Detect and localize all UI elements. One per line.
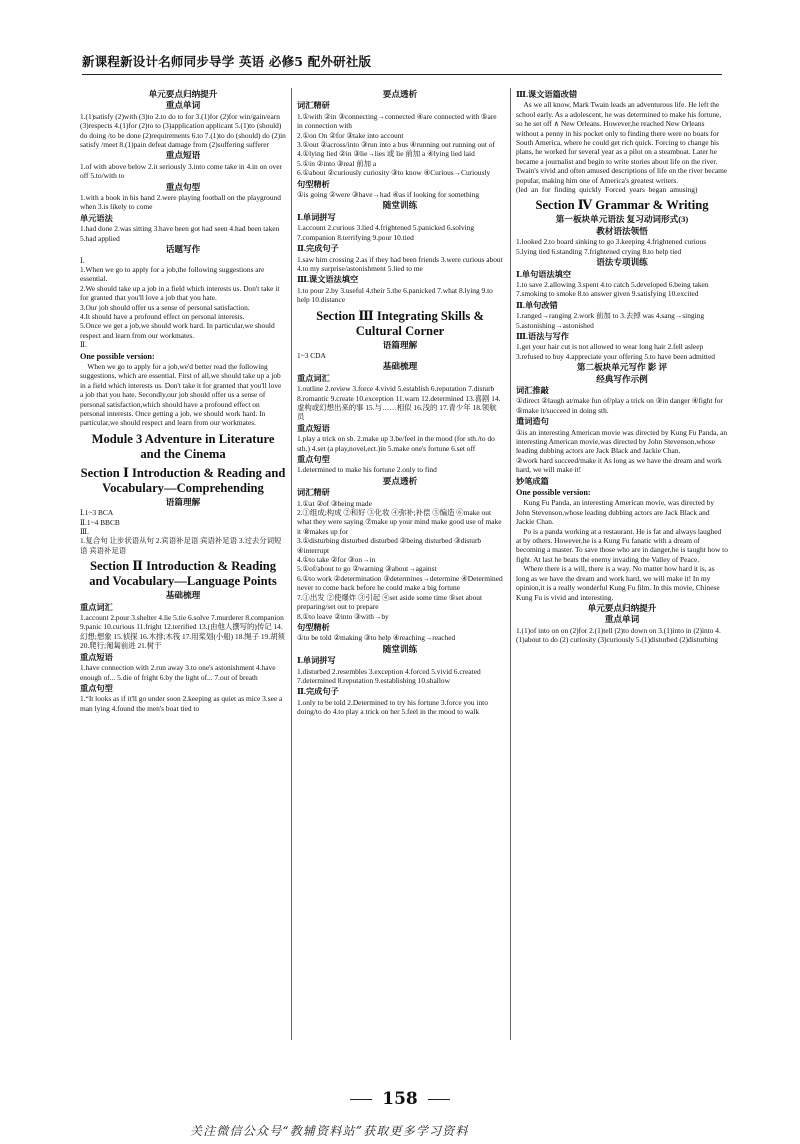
answer-text: 1.to pour 2.by 3.useful 4.their 5.the 6.panicked 7.what 8.lying 9.to help 10.distance [297,285,495,305]
subsection-heading: Ⅰ.单词拼写 [297,212,336,222]
subsection-heading: Ⅲ.课文语篇改错 [516,90,578,99]
subsection-heading: Ⅲ.课文语法填空 [297,275,359,285]
section-heading: 重点短语 [165,150,201,161]
section-heading: 基础梳理 [382,361,418,372]
answer-text: ①to be told ②making ③to help ④reaching→reached [297,633,456,643]
answer-text: 1~3 CDA [297,350,326,360]
answer-text: 7.①出发 ②使爆炸 ③引起 ④set aside some time ⑤set about preparing/set out to prepare [297,592,484,612]
answer-text: 1.outline 2.review 3.force 4.vivid 5.establish 6.reputation 7.disturb 8.romantic 9.create 10.exception 11.warn 12.determined 13.喜剧 14.虚构或幻想出来的事 15.与……相似 16.浅的 17.青少年 18.领航员 [297,384,501,422]
column-3 [516,88,728,645]
answer-text: Ⅱ. [80,340,87,350]
answer-text: Po is a panda working at a restaurant. He is fat and always laughed at by others. However,he is a Kung Fu fanatic with a dream of becoming a master. To save those who are in danger,he is taught how to fight. At last he beats the enemy invading the Valley of Peace. [516,526,730,564]
answer-text: 3.①disturbing disturbed disturbed ②being disturbed ③disturb ④interrupt [297,536,483,555]
answer-text: 1.get your hair cut is not allowed to wear long hair 2.fell asleep 3.refused to buy 4.appreciate your offering 5.to have been admitted [516,342,715,361]
section-heading: 经典写作示例 [596,373,648,384]
subsection-heading: Ⅰ.单词拼写 [297,656,336,666]
answer-text: 1.ranged→ranging 2.work 前加 to 3.去掉 was 4.sang→singing 5.astonishing→astonished [516,311,706,330]
answer-text: 1.of with above below 2.it seriously 3.into come take in 4.in on over off 5.to/with to [80,161,284,181]
subsection-heading: Ⅱ.单句改错 [516,300,558,310]
section-heading: 基础梳理 [165,590,201,601]
answer-text: 1.play a trick on sb. 2.make up 3.be/feel in the mood (for sth./to do sth.) 4.set (a play,novel,ect.)in 5.make one's fortune 6.set off [297,434,497,453]
answer-text: (led an for finding quickly Forced years began amusing) [516,185,698,195]
answer-text: ①is an interesting American movie was directed by Kung Fu Panda, an interesting American movie,was directed by John Stevenson,whose leading dubbing actors are Jack Black and Jackie Chan. [516,427,729,456]
subsection-heading: 句型精析 [297,179,330,189]
answer-text: 1.looked 2.to board sinking to go 3.keeping 4.frightened curious 5.lying tied 6.standing 7.frightened crying 8.to help tied [516,237,708,256]
answer-text: 3.Our job should offer us a sense of personal satisfaction. [80,302,250,312]
answer-text: 4.①lying lied ②in ③lie→lies 或 lie 前加 a ④lying lied laid [297,149,475,159]
subsection-heading: Ⅲ.语法与写作 [516,331,569,341]
page-number-rule [428,1099,450,1100]
subsection-heading: Ⅱ.完成句子 [297,244,339,254]
column-divider [291,88,292,1040]
section-heading: 重点单词 [165,100,201,111]
answer-text: 1.to save 2.allowing 3.spent 4.to catch 5.developed 6.being taken 7.smoking to smoke 8.to answer given 9.satisfying 10.excited [516,279,711,299]
answer-text: 6.①about ②curiously curiosity ③to know ④Curious→Curiously [297,168,491,178]
answer-text: When we go to apply for a job,we'd better read the following suggestions, which are essential. First of all,we should take up a job in a field which interests us. Don't take it for granted that you'll love a job that you hate. Secondly,our job should offer us a sense of personal satisfaction,which should have a profound effect on personal interests. Once getting a job, we should work hard. In particular,we should respect and learn from our workmates. [80,361,284,428]
answer-text: 5.①of/about to go ②warning ③about→against [297,564,437,574]
answer-text: 2.①on On ②for ③take into account [297,130,404,140]
answer-text: 2.We should take up a job in a field which interests us. Don't take it for granted that you'll love a job that you hate. [80,283,282,303]
subsection-heading: 重点词汇 [297,373,330,383]
answer-text: ②work hard succeed/make it As long as we have the dream and work hard, we will make it! [516,455,724,475]
answer-text: Ⅰ. [80,255,85,265]
subsection-heading: Ⅱ.完成句子 [297,687,339,697]
subsection-heading: 词汇精研 [297,101,330,111]
answer-text: 1.disturbed 2.resembles 3.exception 4.forced 5.vivid 6.created 7.determined 8.reputation 9.establishing 10.shallow [297,666,483,685]
answer-text: 5.①in ②into ③real 前加 a [297,158,377,168]
answer-text: 1.with a book in his hand 2.were playing football on the playground when 3.is likely to come [80,193,283,212]
answer-text: Ⅲ. [80,527,89,537]
section-heading: 语篇理解 [382,339,418,350]
answer-text: 1.(1)of into on on (2)for 2.(1)tell (2)to down on 3.(1)into in (2)into 4.(1)about to do (2) curiosity (3)curiously 5.(1)disturbed (2)disturbing [516,625,721,645]
subsection-heading: One possible version: [80,351,155,361]
column-2 [297,88,503,717]
answer-text: 1.determined to make his fortune 2.only to find [297,465,437,475]
section-heading: 重点句型 [165,181,201,192]
answer-text: 1.only to be told 2.Determined to try his fortune 3.force you into doing/to do 4.to play a trick on her 5.feel in the mood to walk [297,697,490,717]
answer-text: 1.account 2.pour 3.shelter 4.lie 5.tie 6.solve 7.murderer 8.companion 9.panic 10.curious 11.fright 12.terrified 13.(由他人撰写的)传记 14.幻想;想象 15.侦探 16.木排;木筏 17.用桨划(小船) 18.绳子 19.胡须 20.爬行;匍匐前进 21.树干 [80,613,287,651]
subsection-heading: 单元语法 [80,213,113,223]
answer-text: 1.复合句 让步状语从句 2.宾语补足语 宾语补足语 3.过去分词短语 宾语补足语 [80,536,282,555]
answer-text: Kung Fu Panda, an interesting American movie, was directed by John Stevenson,whose leading dubbing actors are Jack Black and Jackie Chan. [516,498,716,527]
section-heading: 第二板块单元写作 影 评 [576,362,668,373]
subsection-heading: 词汇推敲 [516,385,549,395]
answer-text: 4.It should have a profound effect on personal interests. [80,311,245,321]
answer-text: ①direct ②laugh at/make fun of/play a trick on ③in danger ④fight for ⑤make it/succeed in doing sth. [516,396,725,415]
answer-text: 8.①to leave ②into ③with→by [297,611,389,621]
module-title: Module 3 Adventure in Literature and the Cinema [91,431,275,461]
column-divider [510,88,511,1040]
section-heading: 语法专项训练 [596,257,648,268]
answer-text: ①is going ②were ③have→had ④as if looking for something [297,190,480,200]
answer-text: 5.Once we get a job,we should work hard. In particular,we should respect and learn from our workmates. [80,321,277,340]
answer-text: 1.“It looks as if it'll go under soon 2.keeping as quiet as mice 3.see a man lying 4.found the men's boat tied to [80,694,285,713]
answer-text: Ⅰ.1~3 BCA [80,508,114,518]
module-title: Section Ⅰ Introduction & Reading and Vocabulary—Comprehending [80,465,286,495]
section-heading: 单元要点归纳提升 [587,602,657,613]
subsection-heading: 重点句型 [80,683,113,693]
subsection-heading: 重点词汇 [80,602,113,612]
subsection-heading: 遣词造句 [516,417,549,427]
answer-text: Where there is a will, there is a way. No matter how hard it is, as long as we have the dream and work hard, we will make it! In my opinion,it is a really wonderful Kung Fu film. In this movie, Chinese Kung Fu is vivid and interesting. [516,564,722,602]
section-heading: 随堂训练 [382,200,418,211]
subsection-heading: 重点短语 [80,652,113,662]
subsection-heading: 重点句型 [297,455,330,464]
page-number: 158 [382,1089,418,1109]
answer-text: As we all know, Mark Twain leads an adventurous life. He left the school early. As a adolescent, he was determined to make his fortune, so he set off ∧ New Orleans. However,he reached New Orleans without a penny in his pocket only to finding there were no boats for South America, where he could get rich quick. Forcing to change his plans, he worked for several year as a pilot on a steamboat. Later he became a journalist and begin to write stories about life on the river. Twain's vivid and often amused descriptions of life on the river became popular, making him one of America's greatest writers. [516,100,730,185]
answer-text: 1.(1)satisfy (2)with (3)to 2.to do to for 3.(1)for (2)for win/gain/earn (3)respects 4.(1)for (2)to to (3)application applicant 5.(1)to (should) do doing /to be done (2)requirements 6.to 7.(1)to do (should) do (2)in satisfy /meet 8.(1)pain defeat damage from (2)suffering sufferer [80,111,288,150]
section-heading: 单元要点归纳提升 [148,89,218,99]
answer-text: 1.have connection with 2.run away 3.to one's astonishment 4.have enough of... 5.die of fright 6.by the light of... 7.out of breath [80,663,278,682]
module-title: Section Ⅳ Grammar & Writing [535,198,709,213]
column-1 [80,88,286,713]
section-heading: 教材语法领悟 [596,225,648,236]
section-heading: 语篇理解 [165,496,201,507]
subsection-heading: 词汇精研 [297,488,330,498]
section-heading: 第一板块单元语法 复习动词形式(3) [555,214,689,225]
section-heading: 话题写作 [165,244,201,255]
footer-watermark-text: 关注微信公众号“教辅资料站”获取更多学习资料 [190,1124,469,1138]
answer-text: 1.①at ②of ③being made [297,498,372,508]
subsection-heading: 妙笔成篇 [516,476,549,486]
answer-text: 1.account 2.curious 3.lied 4.frightened 5.panicked 6.solving 7.companion 8.terrifying 9.pour 10.tied [297,223,476,242]
module-title: Section Ⅲ Integrating Skills & Cultural Corner [316,308,484,338]
subsection-heading: 重点短语 [297,423,330,433]
subsection-heading: 句型精析 [297,622,330,632]
answer-text: 1.①with ②in ③connecting→connected ④are connected with ⑤are in connection with [297,111,499,131]
answer-text: 1.When we go to apply for a job,the following suggestions are essential. [80,264,267,284]
subsection-heading: One possible version: [516,488,591,498]
section-heading: 要点透析 [382,475,418,486]
module-title: Section Ⅱ Introduction & Reading and Vocabulary—Language Points [89,559,277,589]
section-heading: 要点透析 [382,89,418,99]
answer-text: Ⅱ.1~4 BBCB [80,517,120,527]
answer-text: 2.①组成;构成 ②和好 ③化妆 ④弥补;补偿 ⑤编造 ⑥make out what they were saying ⑦make up your mind make good use of make it ⑧makes up for [297,508,504,536]
answer-text: 4.①to take ②for ③on→in [297,555,376,565]
section-heading: 随堂训练 [382,643,418,654]
section-heading: 重点单词 [604,614,640,625]
answer-text: 6.①to work ②determination ③determines→determine ④Determined never to come back before he could make a big fortune [297,573,505,593]
answer-text: 3.①out ②across/into ③run into a bus ④running out running out of [297,140,495,150]
page-header: 新课程新设计名师同步导学 英语 必修5 配外研社版 [82,52,722,75]
answer-text: 1.saw him crossing 2.as if they had been friends 3.were curious about 4.to my surprise/astonishment 5.lied to me [297,254,505,273]
subsection-heading: Ⅰ.单句语法填空 [516,269,572,279]
answer-text: 1.had done 2.was sitting 3.have been got had seen 4.had been taken 5.had applied [80,224,282,243]
